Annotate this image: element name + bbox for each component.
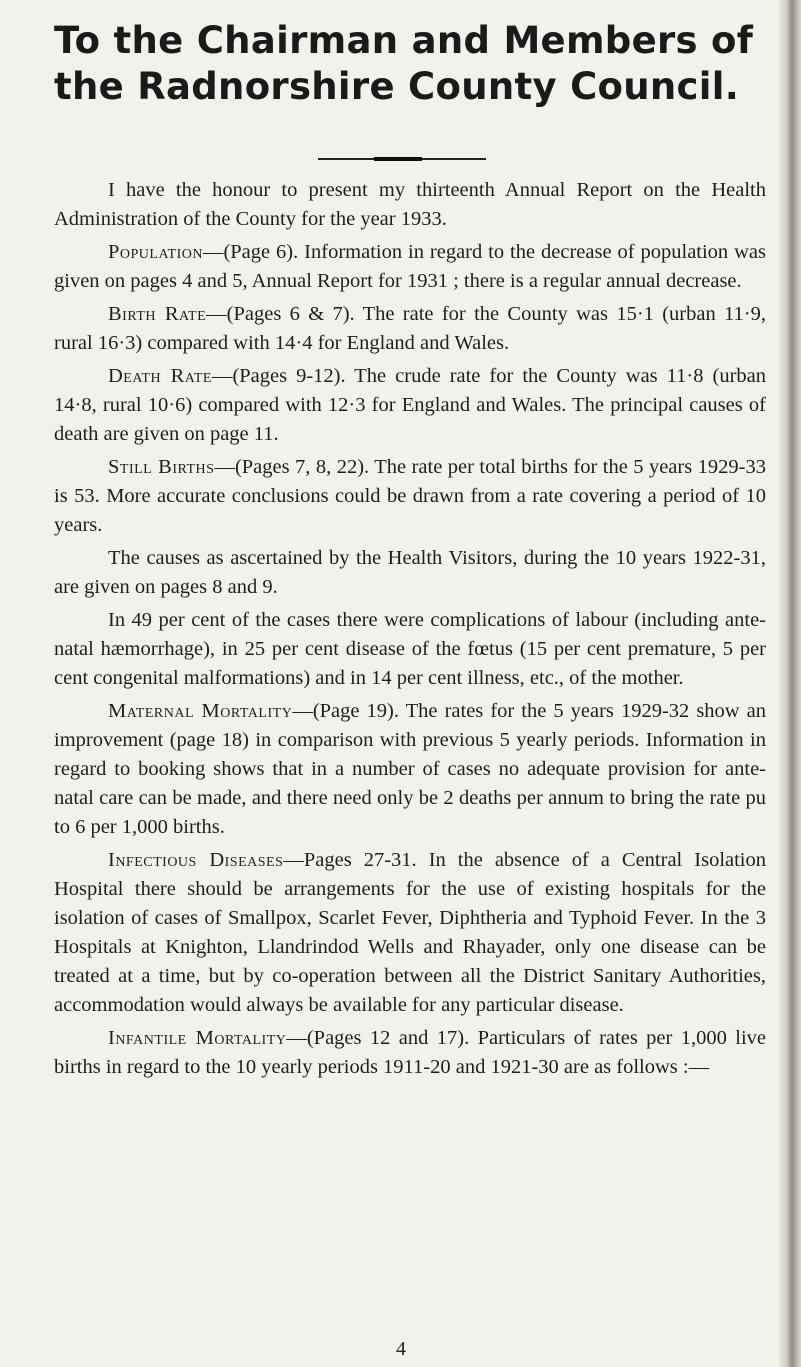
paragraph-text: —(Page 19). The rates for the 5 years 1929-32 show an improvement (page 18) in comparison with previous 5 yearly periods. Information in regard to booking shows that in a number of cases no adequate provision for ante-natal care can be made, and there need only be 2 deaths per annum to bring the rate pu to 6 per 1,000 births. (54, 700, 767, 838)
paragraph-text: I have the honour to present my thirteenth Annual Report on the Health Administration of the County for the year 1933. (54, 179, 766, 230)
section-heading: Infantile Mortality (108, 1027, 287, 1049)
section-heading: Infectious Diseases (108, 849, 284, 871)
section-heading: Maternal Mortality (108, 700, 293, 722)
paragraph-text: —(Pages 6 & 7). The rate for the County was 15·1 (urban 11·9, rural 16·3) compared with 14·4 for England and Wales. (54, 303, 766, 354)
title-divider (318, 158, 486, 160)
paragraph-text: In 49 per cent of the cases there were complications of labour (including ante-natal hæmorrhage), in 25 per cent disease of the fœtus (15 per cent premature, 5 per cent congenital malformations) and in 14 per cent illness, etc., of the mother. (54, 609, 766, 689)
paragraph-text: —(Pages 7, 8, 22). The rate per total births for the 5 years 1929-33 is 53. More accurate conclusions could be drawn from a rate covering a period of 10 years. (54, 456, 766, 536)
paragraph-infectious-diseases (54, 846, 766, 1020)
section-heading: Death Rate (108, 365, 212, 387)
paragraph-causes (54, 544, 766, 602)
section-heading: Still Births (108, 456, 215, 478)
paragraph-maternal-mortality (54, 697, 766, 842)
title-line-1: To the Chairman and Members of (54, 19, 754, 62)
paragraph-birth-rate (54, 300, 766, 358)
paragraph-text: —Pages 27-31. In the absence of a Central Isolation Hospital there should be arrangements for the use of existing hospitals for the isolation of cases of Smallpox, Scarlet Fever, Diphtheria and Typhoid Fever. In the 3 Hospitals at Knighton, Llandrindod Wells and Rhayader, only one disease can be treated at a time, but by co-operation between all the District Sanitary Authorities, accommodation would always be available for any particular disease. (54, 849, 767, 1016)
section-heading: Population (108, 241, 203, 263)
paragraph-text: —(Page 6). Information in regard to the decrease of population was given on pages 4 and 5, Annual Report for 1931 ; there is a regular annual decrease. (54, 241, 766, 292)
report-body (54, 176, 766, 1082)
paragraph-death-rate (54, 362, 766, 449)
section-heading: Birth Rate (108, 303, 207, 325)
paragraph-still-births (54, 453, 766, 540)
paragraph-complications (54, 606, 766, 693)
paragraph-infantile-mortality (54, 1024, 766, 1082)
paragraph-population (54, 238, 766, 296)
page-number: 4 (396, 1338, 406, 1360)
paragraph-text: —(Pages 9-12). The crude rate for the County was 11·8 (urban 14·8, rural 10·6) compared with 12·3 for England and Wales. The principal causes of death are given on page 11. (54, 365, 766, 445)
paragraph-text: —(Pages 12 and 17). Particulars of rates per 1,000 live births in regard to the 10 yearly periods 1911-20 and 1921-30 are as follows :— (54, 1027, 766, 1078)
page-title (54, 18, 754, 110)
page-binding-edge (779, 0, 801, 1367)
paragraph-intro (54, 176, 766, 234)
paragraph-text: The causes as ascertained by the Health Visitors, during the 10 years 1922-31, are given on pages 8 and 9. (54, 547, 766, 598)
title-line-2: the Radnorshire County Council. (54, 65, 740, 108)
